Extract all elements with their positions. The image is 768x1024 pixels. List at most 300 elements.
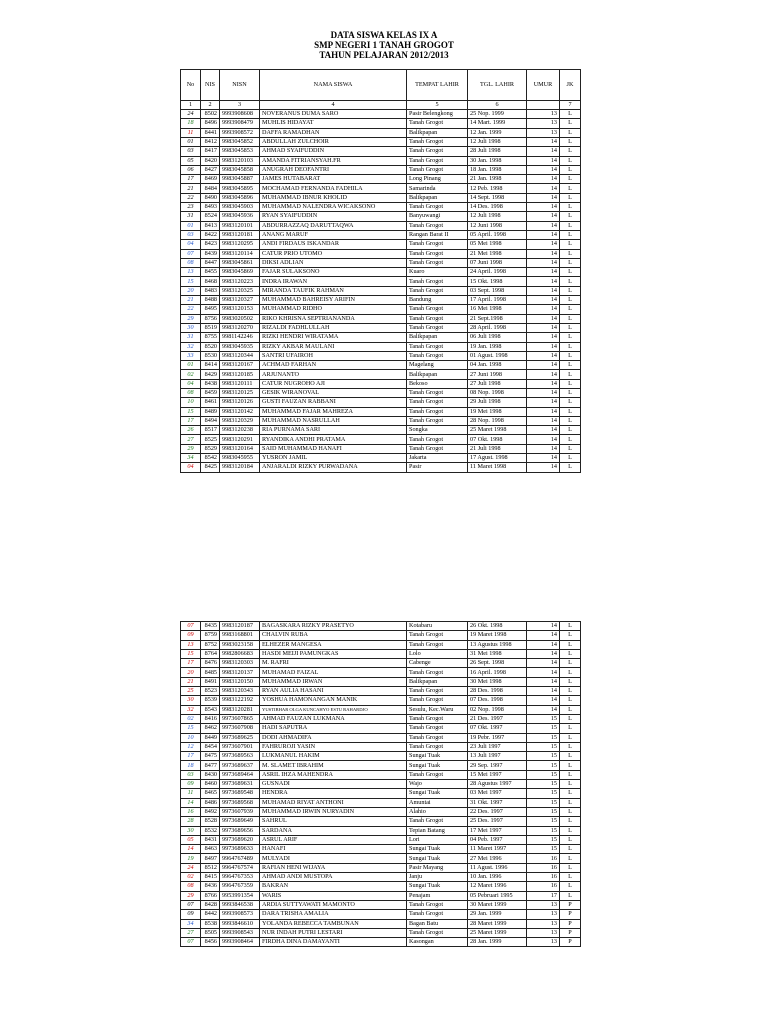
cell-nisn: 9983120329 xyxy=(220,416,260,425)
cell-tgl-lahir: 31 Okt. 1997 xyxy=(468,798,527,807)
cell-tgl-lahir: 08 Nop. 1998 xyxy=(468,389,527,398)
cell-nis: 8439 xyxy=(201,249,220,258)
cell-umur: 14 xyxy=(527,435,560,444)
table-row xyxy=(181,426,581,435)
table-row xyxy=(181,351,581,360)
cell-nama: RYAN SYAIFUDDIN xyxy=(260,212,407,221)
cell-nama: MUHLIS HIDAYAT xyxy=(260,119,407,128)
cell-umur: 15 xyxy=(527,798,560,807)
cell-nama: MIRANDA TAUFIK RAHMAN xyxy=(260,286,407,295)
cell-jk: L xyxy=(560,845,581,854)
table-row xyxy=(181,184,581,193)
cell-nisn: 9983045895 xyxy=(220,184,260,193)
column-number-row xyxy=(181,101,581,110)
cell-tempat-lahir: Penajam xyxy=(407,891,468,900)
cell-tempat-lahir: Bekoso xyxy=(407,379,468,388)
cell-jk: P xyxy=(560,900,581,909)
cell-nama: MULYADI xyxy=(260,854,407,863)
cell-tempat-lahir: Balikpapan xyxy=(407,677,468,686)
table-row xyxy=(181,203,581,212)
cell-no: 09 xyxy=(181,780,201,789)
cell-tgl-lahir: 26 Sept. 1998 xyxy=(468,659,527,668)
cell-no: 18 xyxy=(181,761,201,770)
cell-umur: 14 xyxy=(527,361,560,370)
cell-nama: AMANDA FITRIANSYAH.FR xyxy=(260,156,407,165)
col-num-7 xyxy=(527,101,560,110)
cell-nama: FAHRUROJI YASIN xyxy=(260,742,407,751)
cell-umur: 15 xyxy=(527,752,560,761)
cell-no: 13 xyxy=(181,640,201,649)
cell-tgl-lahir: 31 Mei 1998 xyxy=(468,649,527,658)
cell-tgl-lahir: 19 Mei 1998 xyxy=(468,407,527,416)
cell-nis: 8496 xyxy=(201,119,220,128)
cell-tgl-lahir: 22 Des. 1997 xyxy=(468,807,527,816)
cell-nisn: 9993908479 xyxy=(220,119,260,128)
cell-tempat-lahir: Tanah Grogot xyxy=(407,323,468,332)
cell-tempat-lahir: Bagan Batu xyxy=(407,919,468,928)
cell-jk: L xyxy=(560,221,581,230)
cell-jk: L xyxy=(560,807,581,816)
cell-nama: RYAN AULIA HASANI xyxy=(260,687,407,696)
header-row xyxy=(181,70,581,101)
cell-nisn: 9983045858 xyxy=(220,165,260,174)
cell-no: 22 xyxy=(181,193,201,202)
cell-no: 17 xyxy=(181,175,201,184)
cell-tgl-lahir: 05 Pebruari 1995 xyxy=(468,891,527,900)
cell-no: 17 xyxy=(181,416,201,425)
col-header-umur: UMUR xyxy=(527,70,560,101)
cell-tempat-lahir: Tanah Grogot xyxy=(407,444,468,453)
cell-jk: L xyxy=(560,622,581,631)
col-header-tempat: TEMPAT LAHIR xyxy=(407,70,468,101)
cell-tempat-lahir: Wajo xyxy=(407,780,468,789)
cell-nama: MUHAMMAD NASRULLAH xyxy=(260,416,407,425)
cell-nama: FAJAR SULAKSONO xyxy=(260,268,407,277)
table-row xyxy=(181,454,581,463)
cell-tempat-lahir: Tanah Grogot xyxy=(407,668,468,677)
cell-jk: L xyxy=(560,659,581,668)
cell-no: 14 xyxy=(181,798,201,807)
cell-tempat-lahir: Banyuwangi xyxy=(407,212,468,221)
table-row xyxy=(181,230,581,239)
cell-jk: P xyxy=(560,928,581,937)
cell-umur: 14 xyxy=(527,230,560,239)
cell-umur: 14 xyxy=(527,342,560,351)
cell-no: 25 xyxy=(181,687,201,696)
cell-umur: 13 xyxy=(527,910,560,919)
cell-tgl-lahir: 16 Mei 1998 xyxy=(468,305,527,314)
cell-no: 01 xyxy=(181,221,201,230)
cell-nama: ANDI FIRDAUS ISKANDAR xyxy=(260,240,407,249)
cell-umur: 13 xyxy=(527,110,560,119)
cell-tgl-lahir: 07 Okt. 1998 xyxy=(468,435,527,444)
cell-tgl-lahir: 30 Mei 1998 xyxy=(468,677,527,686)
cell-tgl-lahir: 28 Nop. 1998 xyxy=(468,416,527,425)
cell-umur: 14 xyxy=(527,240,560,249)
cell-umur: 14 xyxy=(527,203,560,212)
cell-nis: 8422 xyxy=(201,230,220,239)
cell-umur: 14 xyxy=(527,668,560,677)
cell-tempat-lahir: Tanah Grogot xyxy=(407,305,468,314)
cell-tgl-lahir: 17 Mei 1997 xyxy=(468,826,527,835)
cell-umur: 14 xyxy=(527,416,560,425)
col-header-tgl: TGL. LAHIR xyxy=(468,70,527,101)
cell-nisn: 9983120111 xyxy=(220,379,260,388)
cell-umur: 15 xyxy=(527,835,560,844)
cell-umur: 16 xyxy=(527,863,560,872)
cell-nis: 8490 xyxy=(201,193,220,202)
table-row xyxy=(181,128,581,137)
cell-nisn: 9983045896 xyxy=(220,193,260,202)
col-num-5: 5 xyxy=(407,101,468,110)
cell-tgl-lahir: 11 Agust. 1996 xyxy=(468,863,527,872)
cell-jk: L xyxy=(560,873,581,882)
cell-nama: NUR INDAH PUTRI LESTARI xyxy=(260,928,407,937)
cell-nisn: 9983168801 xyxy=(220,631,260,640)
cell-jk: L xyxy=(560,351,581,360)
cell-nis: 8438 xyxy=(201,379,220,388)
table-row xyxy=(181,333,581,342)
cell-tgl-lahir: 28 Agustus 1997 xyxy=(468,780,527,789)
cell-umur: 15 xyxy=(527,742,560,751)
cell-nis: 8543 xyxy=(201,705,220,714)
cell-umur: 15 xyxy=(527,761,560,770)
cell-nis: 8538 xyxy=(201,919,220,928)
cell-nama: MUHAMMAD FAJAR MAHREZA xyxy=(260,407,407,416)
cell-umur: 13 xyxy=(527,919,560,928)
cell-tgl-lahir: 11 Maret 1998 xyxy=(468,463,527,472)
cell-nis: 8502 xyxy=(201,110,220,119)
cell-tempat-lahir: Janju xyxy=(407,873,468,882)
cell-tempat-lahir: Sungai Tuak xyxy=(407,752,468,761)
cell-nis: 8493 xyxy=(201,203,220,212)
cell-tgl-lahir: 12 Juli 1998 xyxy=(468,137,527,146)
table-row xyxy=(181,640,581,649)
cell-no: 29 xyxy=(181,444,201,453)
cell-jk: L xyxy=(560,286,581,295)
cell-umur: 14 xyxy=(527,258,560,267)
cell-umur: 14 xyxy=(527,147,560,156)
cell-tgl-lahir: 16 April. 1998 xyxy=(468,668,527,677)
cell-tgl-lahir: 10 Jan. 1996 xyxy=(468,873,527,882)
cell-nama: MUHAMMAD RIDHO xyxy=(260,305,407,314)
table-row xyxy=(181,379,581,388)
cell-nis: 8476 xyxy=(201,659,220,668)
cell-nama: ANANG MARUF xyxy=(260,230,407,239)
cell-nama: M. SLAMET IBRAHIM xyxy=(260,761,407,770)
cell-nisn: 9973689633 xyxy=(220,845,260,854)
cell-jk: L xyxy=(560,677,581,686)
cell-no: 21 xyxy=(181,184,201,193)
cell-no: 04 xyxy=(181,379,201,388)
cell-nis: 8495 xyxy=(201,305,220,314)
cell-tempat-lahir: Lori xyxy=(407,835,468,844)
table-row xyxy=(181,165,581,174)
cell-nama: CATUR PRIO UTOMO xyxy=(260,249,407,258)
cell-nisn: 9964767353 xyxy=(220,873,260,882)
table-row xyxy=(181,714,581,723)
cell-umur: 14 xyxy=(527,640,560,649)
cell-nisn: 9983045936 xyxy=(220,212,260,221)
cell-jk: L xyxy=(560,761,581,770)
cell-tgl-lahir: 07 Juni 1998 xyxy=(468,258,527,267)
cell-no: 02 xyxy=(181,370,201,379)
cell-umur: 15 xyxy=(527,780,560,789)
cell-no: 15 xyxy=(181,277,201,286)
cell-nis: 8469 xyxy=(201,175,220,184)
cell-tgl-lahir: 04 Jan. 1998 xyxy=(468,361,527,370)
cell-tempat-lahir: Songka xyxy=(407,426,468,435)
cell-nisn: 9983120101 xyxy=(220,221,260,230)
cell-nisn: 9973689625 xyxy=(220,733,260,742)
table-row xyxy=(181,724,581,733)
cell-umur: 14 xyxy=(527,249,560,258)
cell-nis: 8431 xyxy=(201,835,220,844)
cell-tempat-lahir: Tanah Grogot xyxy=(407,342,468,351)
cell-nis: 8417 xyxy=(201,147,220,156)
cell-nama: LUKMANUL HAKIM xyxy=(260,752,407,761)
cell-nama: AHMAD FAUZAN LUKMANA xyxy=(260,714,407,723)
cell-tgl-lahir: 03 Sept. 1998 xyxy=(468,286,527,295)
cell-tgl-lahir: 03 Mei 1997 xyxy=(468,789,527,798)
cell-umur: 15 xyxy=(527,714,560,723)
cell-nama: SANTRI UFAIROH xyxy=(260,351,407,360)
cell-nama: ARDIA SUTTYAWATI MAMONTO xyxy=(260,900,407,909)
cell-umur: 14 xyxy=(527,649,560,658)
table-row xyxy=(181,863,581,872)
cell-nama: ANJARALDI RIZKY PURWADANA xyxy=(260,463,407,472)
cell-nama: WARIS xyxy=(260,891,407,900)
cell-tgl-lahir: 12 Peb. 1998 xyxy=(468,184,527,193)
cell-jk: L xyxy=(560,314,581,323)
table-row xyxy=(181,826,581,835)
cell-nis: 8756 xyxy=(201,314,220,323)
cell-nis: 8497 xyxy=(201,854,220,863)
cell-nama: ANUGRAH DEOFANTRI xyxy=(260,165,407,174)
cell-jk: L xyxy=(560,333,581,342)
cell-umur: 14 xyxy=(527,212,560,221)
cell-nis: 8525 xyxy=(201,435,220,444)
cell-nama: GUSTI FAUZAN RABBANI xyxy=(260,398,407,407)
cell-nis: 8475 xyxy=(201,752,220,761)
cell-jk: L xyxy=(560,426,581,435)
cell-tempat-lahir: Tanah Grogot xyxy=(407,817,468,826)
cell-tempat-lahir: Sesulu, Kec.Waru xyxy=(407,705,468,714)
cell-jk: L xyxy=(560,184,581,193)
cell-tempat-lahir: Sungai Tuak xyxy=(407,845,468,854)
cell-tgl-lahir: 04 Peb. 1997 xyxy=(468,835,527,844)
cell-umur: 15 xyxy=(527,807,560,816)
table-row xyxy=(181,175,581,184)
table-row xyxy=(181,910,581,919)
cell-jk: L xyxy=(560,258,581,267)
cell-nisn: 9982806683 xyxy=(220,649,260,658)
cell-no: 30 xyxy=(181,826,201,835)
table-row xyxy=(181,919,581,928)
cell-nis: 8428 xyxy=(201,900,220,909)
cell-tgl-lahir: 15 Okt. 1998 xyxy=(468,277,527,286)
cell-tgl-lahir: 29 Sep. 1997 xyxy=(468,761,527,770)
cell-no: 17 xyxy=(181,659,201,668)
cell-umur: 14 xyxy=(527,296,560,305)
cell-nama: DAFFA RAMADHAN xyxy=(260,128,407,137)
title-school: SMP NEGERI 1 TANAH GROGOT xyxy=(314,40,454,50)
cell-tempat-lahir: Tanah Grogot xyxy=(407,631,468,640)
cell-nisn: 9983120238 xyxy=(220,426,260,435)
cell-jk: L xyxy=(560,165,581,174)
cell-nisn: 9973689637 xyxy=(220,761,260,770)
table-row xyxy=(181,789,581,798)
cell-nis: 8429 xyxy=(201,370,220,379)
cell-nisn: 9983120167 xyxy=(220,361,260,370)
cell-umur: 14 xyxy=(527,268,560,277)
cell-jk: L xyxy=(560,230,581,239)
cell-nis: 8449 xyxy=(201,733,220,742)
cell-nama: GUSNADI xyxy=(260,780,407,789)
cell-umur: 13 xyxy=(527,928,560,937)
table-row xyxy=(181,835,581,844)
cell-nis: 8460 xyxy=(201,780,220,789)
cell-jk: L xyxy=(560,854,581,863)
cell-nis: 8412 xyxy=(201,137,220,146)
cell-umur: 14 xyxy=(527,351,560,360)
cell-umur: 14 xyxy=(527,305,560,314)
cell-nisn: 9983120137 xyxy=(220,668,260,677)
cell-nisn: 9973689649 xyxy=(220,817,260,826)
cell-no: 29 xyxy=(181,891,201,900)
col-num-3: 3 xyxy=(220,101,260,110)
cell-no: 34 xyxy=(181,919,201,928)
cell-tempat-lahir: Pasir xyxy=(407,463,468,472)
table-row xyxy=(181,137,581,146)
cell-nama: RIZKY AKBAR MAULANI xyxy=(260,342,407,351)
cell-umur: 16 xyxy=(527,873,560,882)
cell-tgl-lahir: 15 Mei 1997 xyxy=(468,770,527,779)
col-num-2: 2 xyxy=(201,101,220,110)
cell-umur: 14 xyxy=(527,659,560,668)
cell-nisn: 9983122192 xyxy=(220,696,260,705)
cell-nisn: 9983120184 xyxy=(220,463,260,472)
table-row xyxy=(181,463,581,472)
cell-tempat-lahir: Tanah Grogot xyxy=(407,733,468,742)
cell-jk: L xyxy=(560,891,581,900)
cell-nis: 8454 xyxy=(201,742,220,751)
cell-tempat-lahir: Sungai Tuak xyxy=(407,789,468,798)
cell-no: 29 xyxy=(181,314,201,323)
cell-jk: L xyxy=(560,826,581,835)
table-row xyxy=(181,240,581,249)
cell-tgl-lahir: 21 Sept.1998 xyxy=(468,314,527,323)
cell-nisn: 9964767574 xyxy=(220,863,260,872)
cell-umur: 14 xyxy=(527,333,560,342)
cell-umur: 15 xyxy=(527,845,560,854)
cell-no: 27 xyxy=(181,928,201,937)
cell-nisn: 9964767359 xyxy=(220,882,260,891)
cell-tgl-lahir: 01 Agust. 1998 xyxy=(468,351,527,360)
cell-umur: 14 xyxy=(527,687,560,696)
cell-nama: AHMAD ANDI MUSTOPA xyxy=(260,873,407,882)
cell-tempat-lahir: Tanah Grogot xyxy=(407,277,468,286)
cell-no: 08 xyxy=(181,258,201,267)
cell-no: 21 xyxy=(181,296,201,305)
cell-jk: L xyxy=(560,649,581,658)
cell-jk: L xyxy=(560,770,581,779)
cell-jk: L xyxy=(560,389,581,398)
cell-tempat-lahir: Tanah Grogot xyxy=(407,398,468,407)
cell-nis: 8413 xyxy=(201,221,220,230)
cell-no: 11 xyxy=(181,789,201,798)
cell-nis: 8447 xyxy=(201,258,220,267)
cell-no: 11 xyxy=(181,128,201,137)
cell-jk: L xyxy=(560,361,581,370)
table-row xyxy=(181,677,581,686)
cell-jk: L xyxy=(560,212,581,221)
cell-nis: 8755 xyxy=(201,333,220,342)
cell-no: 08 xyxy=(181,882,201,891)
cell-no: 02 xyxy=(181,873,201,882)
cell-no: 07 xyxy=(181,249,201,258)
cell-no: 23 xyxy=(181,203,201,212)
cell-tgl-lahir: 17 Agust. 1998 xyxy=(468,454,527,463)
table-row xyxy=(181,668,581,677)
cell-nama: MUHAMMAD IBNUR KHOLID xyxy=(260,193,407,202)
cell-tempat-lahir: Tanah Grogot xyxy=(407,742,468,751)
cell-no: 12 xyxy=(181,742,201,751)
cell-tgl-lahir: 28 Jan. 1999 xyxy=(468,938,527,947)
cell-umur: 14 xyxy=(527,175,560,184)
cell-nama: MUHAMAD FAIZAL xyxy=(260,668,407,677)
table-row xyxy=(181,882,581,891)
cell-nama: AHMAD SYAIFUDDIN xyxy=(260,147,407,156)
cell-nis: 8430 xyxy=(201,770,220,779)
cell-no: 15 xyxy=(181,649,201,658)
cell-no: 01 xyxy=(181,361,201,370)
cell-no: 20 xyxy=(181,668,201,677)
cell-nis: 8423 xyxy=(201,240,220,249)
cell-tgl-lahir: 05 April. 1998 xyxy=(468,230,527,239)
cell-no: 10 xyxy=(181,733,201,742)
table-row xyxy=(181,407,581,416)
cell-nama: DIKSI ADLIAN xyxy=(260,258,407,267)
cell-nisn: 9973689563 xyxy=(220,752,260,761)
cell-tempat-lahir: Cabenge xyxy=(407,659,468,668)
table-row xyxy=(181,398,581,407)
cell-tempat-lahir: Tanah Grogot xyxy=(407,156,468,165)
cell-nisn: 9973689656 xyxy=(220,826,260,835)
table-row xyxy=(181,296,581,305)
cell-nisn: 9983045955 xyxy=(220,454,260,463)
cell-tempat-lahir: Amuntai xyxy=(407,798,468,807)
cell-nisn: 9983045869 xyxy=(220,268,260,277)
cell-nis: 8520 xyxy=(201,342,220,351)
cell-nisn: 9983120295 xyxy=(220,240,260,249)
cell-nis: 8524 xyxy=(201,212,220,221)
cell-umur: 14 xyxy=(527,696,560,705)
cell-jk: L xyxy=(560,128,581,137)
cell-no: 07 xyxy=(181,938,201,947)
table-row xyxy=(181,622,581,631)
cell-nis: 8414 xyxy=(201,361,220,370)
cell-umur: 14 xyxy=(527,286,560,295)
cell-nis: 8456 xyxy=(201,938,220,947)
cell-tempat-lahir: Tepian Batang xyxy=(407,826,468,835)
cell-nama: HENDRA xyxy=(260,789,407,798)
table-row xyxy=(181,891,581,900)
cell-tempat-lahir: Tanah Grogot xyxy=(407,351,468,360)
cell-nis: 8542 xyxy=(201,454,220,463)
cell-nama: DARA TRISHA AMALIA xyxy=(260,910,407,919)
cell-no: 08 xyxy=(181,389,201,398)
